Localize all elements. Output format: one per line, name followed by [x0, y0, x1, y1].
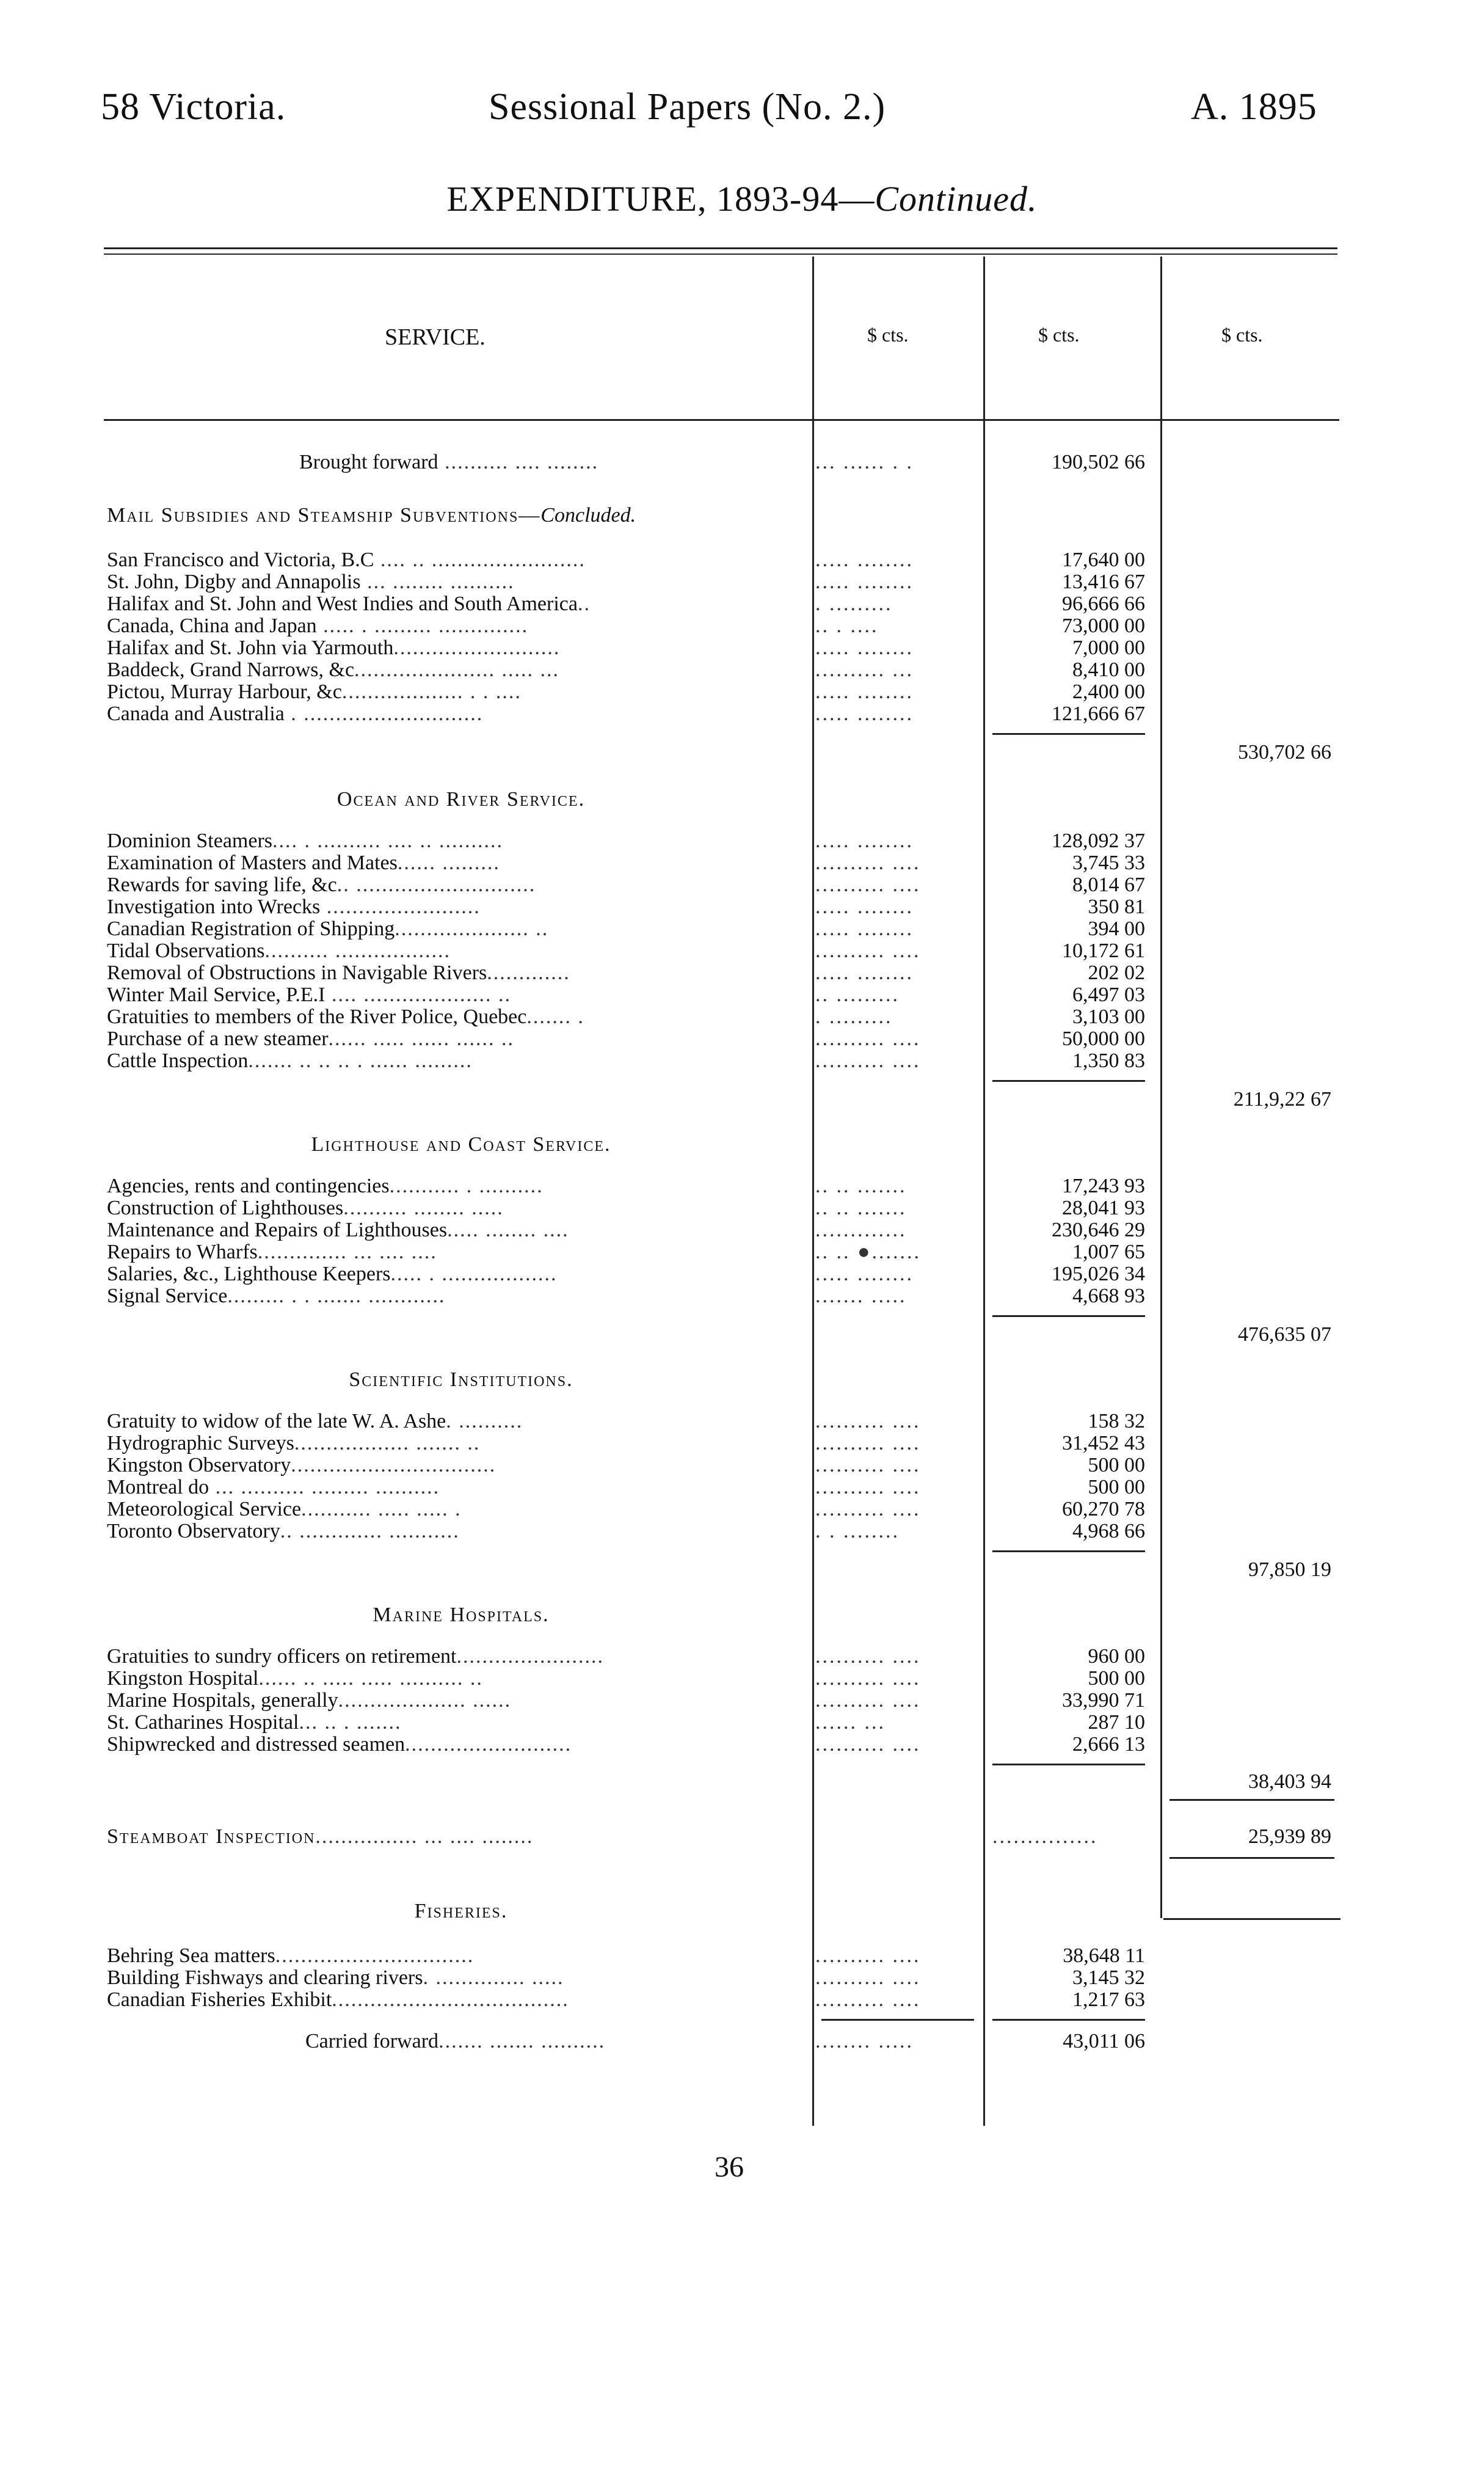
total-rule — [1169, 1857, 1334, 1859]
leader-dots: ... ...... . . — [815, 452, 914, 473]
total-rule-end — [1163, 1918, 1340, 1920]
header-rule-2 — [985, 419, 1160, 421]
header-rule-1 — [814, 419, 983, 421]
column-header-service: SERVICE. — [385, 324, 486, 350]
steamboat-total: 25,939 89 — [1248, 1825, 1331, 1848]
header-center: Sessional Papers (No. 2.) — [489, 86, 886, 128]
subtotal-rule — [992, 2019, 1145, 2021]
header-left: 58 Victoria. — [101, 86, 286, 128]
top-rule-2 — [104, 254, 1337, 255]
section-total: 530,702 66 — [1238, 741, 1331, 764]
brought-forward-amount: 190,502 66 — [1052, 451, 1145, 473]
section-total: 211,9,22 67 — [1233, 1088, 1331, 1111]
carried-forward-amount: 43,011 06 — [1063, 2030, 1145, 2053]
brought-forward-label: Brought forward .......... .... ........ — [299, 452, 599, 473]
top-rule-1 — [104, 247, 1337, 249]
subtotal-rule — [992, 733, 1145, 735]
column-header-3: $ cts. — [1221, 324, 1263, 346]
section-heading-lighthouse: Lighthouse and Coast Service. — [311, 1133, 611, 1156]
header-rule-service — [104, 419, 812, 421]
section-heading-scientific: Scientific Institutions. — [349, 1368, 573, 1391]
column-header-1: $ cts. — [867, 324, 909, 346]
page-title — [0, 178, 1484, 219]
section-heading-fisheries: Fisheries. — [414, 1900, 508, 1922]
section-heading-marine-hospitals: Marine Hospitals. — [373, 1604, 550, 1626]
subtotal-rule — [821, 2019, 974, 2021]
section-total: 476,635 07 — [1238, 1323, 1331, 1346]
total-rule — [1169, 1799, 1334, 1801]
page-number: 36 — [715, 2151, 744, 2183]
section-total: 38,403 94 — [1248, 1770, 1331, 1793]
section-heading-ocean: Ocean and River Service. — [336, 788, 586, 811]
column-header-2: $ cts. — [1038, 324, 1080, 346]
subtotal-rule — [992, 1550, 1145, 1552]
title-main: EXPENDITURE, 1893-94— — [446, 179, 875, 219]
column-divider-3 — [1160, 257, 1162, 1918]
subtotal-rule — [992, 1764, 1145, 1765]
subtotal-rule — [992, 1080, 1145, 1082]
section-total: 97,850 19 — [1248, 1558, 1331, 1581]
header-right: A. 1895 — [1191, 86, 1317, 128]
title-italic: Continued. — [875, 179, 1038, 219]
section-heading-mail: Mail Subsidies and Steamship Subventions—Concluded. — [107, 504, 636, 527]
subtotal-rule — [992, 1315, 1145, 1317]
header-rule-3 — [1162, 419, 1339, 421]
